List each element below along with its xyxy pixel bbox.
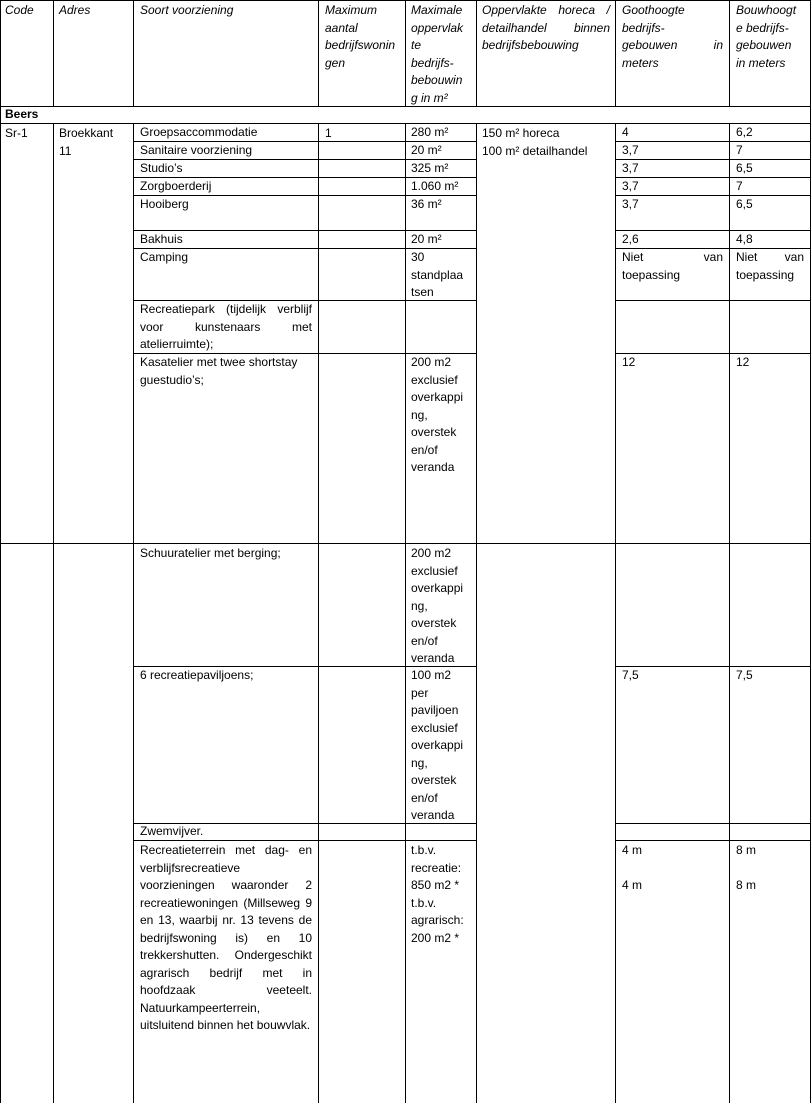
- row-oppervlak: 200 m2 exclusief overkappi ng, overstek en/of veranda: [411, 355, 464, 474]
- row-soort: Camping: [140, 250, 189, 264]
- row-bouwhoogte: 8 m 8 m: [736, 843, 757, 892]
- col-line: [729, 0, 730, 106]
- row-goothoogte: 4 m 4 m: [622, 843, 643, 892]
- row-oppervlak: 30 standplaa tsen: [411, 250, 464, 299]
- row-goothoogte: 4: [622, 125, 629, 139]
- row-goothoogte: 7,5: [622, 668, 639, 682]
- row-soort: Kasatelier met twee shortstay guestudio’s;: [140, 355, 298, 387]
- row-goothoogte: 12: [622, 355, 636, 369]
- row-soort: Bakhuis: [140, 232, 183, 246]
- row-line: [615, 840, 811, 841]
- row-oppervlak: 20 m²: [411, 232, 442, 246]
- row-goothoogte: 3,7: [622, 143, 639, 157]
- record-max-woningen: 1: [325, 126, 332, 140]
- header-goothoogte: Goothoogte bedrijfs- gebouwen in meters: [622, 3, 723, 70]
- row-oppervlak: 100 m2 per paviljoen exclusief overkappi ng, overstek en/of veranda: [411, 668, 464, 822]
- row-line: [615, 300, 811, 301]
- col-line: [476, 0, 477, 106]
- row-bouwhoogte: 7: [736, 143, 743, 157]
- row-bouwhoogte: 7,5: [736, 668, 753, 682]
- row-bouwhoogte: 6,2: [736, 125, 753, 139]
- col-line: [53, 123, 54, 1103]
- header-bouwhoogte: Bouwhoogt e bedrijfs- gebouwen in meters: [736, 3, 797, 70]
- row-oppervlak: t.b.v. recreatie: 850 m2 * t.b.v. agrarisch: 200 m2 *: [411, 843, 464, 945]
- col-line: [405, 0, 406, 106]
- header-code: Code: [5, 3, 34, 17]
- row-soort: Zorgboerderij: [140, 179, 212, 193]
- row-oppervlak: 200 m2 exclusief overkappi ng, overstek en/of veranda: [411, 546, 464, 665]
- row-soort: Schuuratelier met berging;: [140, 546, 281, 560]
- row-bouwhoogte: Niet van toepassing: [736, 250, 804, 282]
- row-soort: Studio’s: [140, 161, 183, 175]
- header-max-oppervlak: Maximale oppervlak te bedrijfs- bebouwin g in m²: [411, 3, 464, 105]
- row-goothoogte: Niet van toepassing: [622, 250, 723, 282]
- row-bouwhoogte: 7: [736, 179, 743, 193]
- col-line: [615, 123, 616, 1103]
- row-oppervlak: 1.060 m²: [411, 179, 459, 193]
- header-max-woningen: Maximum aantal bedrijfswonin gen: [325, 3, 396, 70]
- row-goothoogte: 3,7: [622, 179, 639, 193]
- row-bouwhoogte: 12: [736, 355, 750, 369]
- row-bouwhoogte: 6,5: [736, 161, 753, 175]
- row-soort: Zwemvijver.: [140, 824, 204, 838]
- col-line: [0, 0, 1, 1103]
- record-adres: Broekkant 11: [59, 126, 114, 158]
- record-code: Sr-1: [5, 126, 28, 140]
- row-goothoogte: 3,7: [622, 197, 639, 211]
- row-soort: Recreatiepark (tijdelijk verblijf voor kunstenaars met atelierruimte);: [140, 302, 312, 351]
- section-title: Beers: [5, 107, 39, 121]
- header-soort: Soort voorziening: [140, 3, 234, 17]
- col-line: [318, 0, 319, 106]
- row-goothoogte: 2,6: [622, 232, 639, 246]
- row-line: [615, 823, 811, 824]
- col-line: [405, 123, 406, 1103]
- row-oppervlak: 20 m²: [411, 143, 442, 157]
- row-oppervlak: 36 m²: [411, 197, 442, 211]
- row-oppervlak: 280 m²: [411, 125, 449, 139]
- row-oppervlak: 325 m²: [411, 161, 449, 175]
- row-goothoogte: 3,7: [622, 161, 639, 175]
- row-soort: 6 recreatiepaviljoens;: [140, 668, 254, 682]
- col-line: [133, 123, 134, 1103]
- col-line: [53, 0, 54, 106]
- row-soort: Recreatieterrein met dag- en verblijfsrecreatieve voorzieningen waaronder 2 recreatiewoningen (Millseweg 9 en 13, waarbij nr. 13 tevens de bedrijfswoning is) en 10 trekkershutten. Ondergeschikt agrarisch bedrijf met in hoofdzaak veeteelt. Natuurkampeerterrein, uitsluitend binnen het bouwvlak.: [140, 843, 312, 1032]
- col-line: [133, 0, 134, 106]
- row-bouwhoogte: 4,8: [736, 232, 753, 246]
- row-soort: Hooiberg: [140, 197, 189, 211]
- col-line: [476, 123, 477, 1103]
- row-soort: Sanitaire voorziening: [140, 143, 253, 157]
- col-line: [615, 0, 616, 106]
- col-line: [318, 123, 319, 1103]
- header-horeca-detailhandel: Oppervlakte horeca / detailhandel binnen bedrijfsbebouwing: [482, 3, 610, 52]
- row-soort: Groepsaccommodatie: [140, 125, 258, 139]
- header-adres: Adres: [59, 3, 91, 17]
- col-line: [729, 123, 730, 1103]
- row-bouwhoogte: 6,5: [736, 197, 753, 211]
- record-horeca: 150 m² horeca 100 m² detailhandel: [482, 126, 588, 158]
